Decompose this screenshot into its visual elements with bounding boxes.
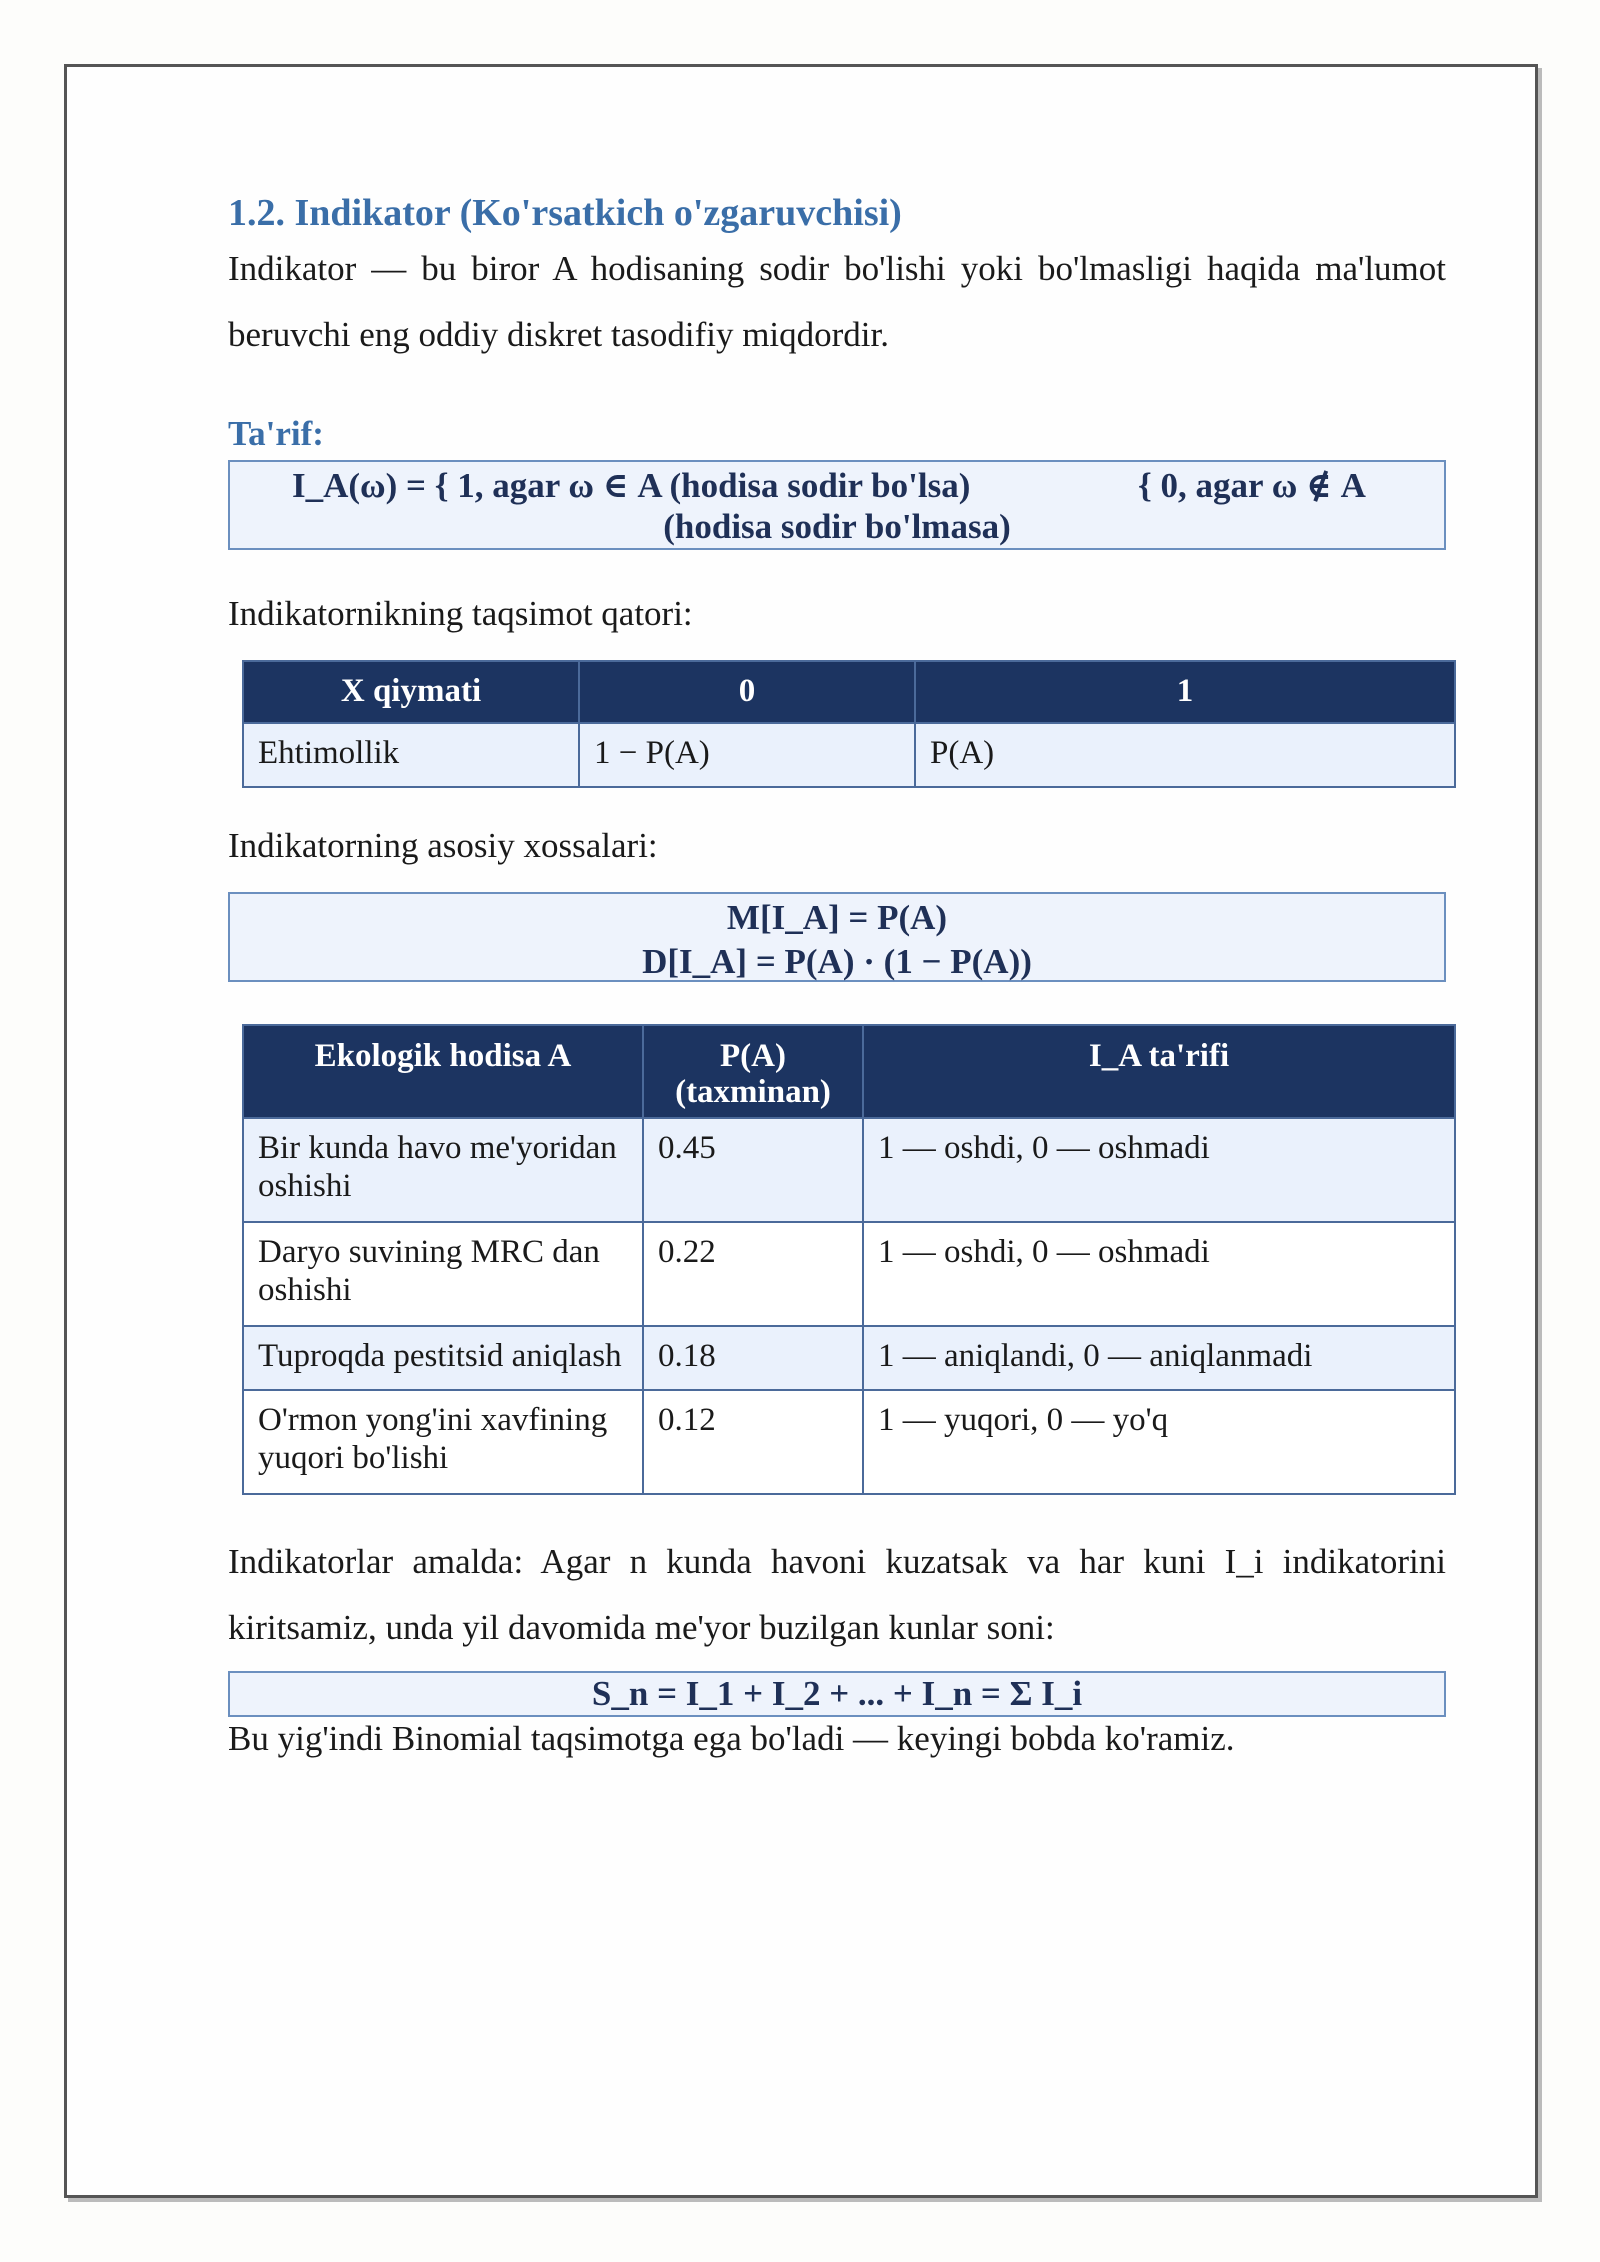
expectation-formula: M[I_A] = P(A): [726, 898, 948, 937]
conclusion-paragraph: Bu yig'indi Binomial taqsimotga ega bo'ladi — keyingi bobda ko'ramiz.: [228, 1719, 1235, 1758]
properties-caption: Indikatorning asosiy xossalari:: [228, 826, 658, 865]
table-cell: 1 — oshdi, 0 — oshmadi: [863, 1222, 1455, 1326]
table-cell: Daryo suvining MRC dan oshishi: [243, 1222, 643, 1326]
table-cell: 0.18: [643, 1326, 863, 1390]
definition-label: Ta'rif:: [228, 414, 324, 453]
table-header: 0: [579, 661, 915, 723]
table-cell: 0.22: [643, 1222, 863, 1326]
table-cell: Ehtimollik: [243, 723, 579, 787]
table-cell: 1 − P(A): [579, 723, 915, 787]
table-header: X qiymati: [243, 661, 579, 723]
table-cell: 0.45: [643, 1118, 863, 1222]
ecological-events-table: [242, 1024, 1456, 1495]
table-row: [243, 1326, 1455, 1390]
variance-formula: D[I_A] = P(A) · (1 − P(A)): [642, 942, 1032, 981]
eco-header-row: [243, 1025, 1455, 1118]
table-header: 1: [915, 661, 1455, 723]
definition-case-1: I_A(ω) = { 1, agar ω ∈ A (hodisa sodir bo'lsa): [292, 466, 971, 505]
distribution-caption: Indikatornikning taqsimot qatori:: [228, 594, 693, 633]
table-header-line: P(A): [720, 1038, 786, 1074]
table-cell: Bir kunda havo me'yoridan oshishi: [243, 1118, 643, 1222]
section-title: 1.2. Indikator (Ko'rsatkich o'zgaruvchisi): [228, 192, 902, 234]
definition-case-0: { 0, agar ω ∉ A: [1138, 466, 1366, 505]
sum-formula-box: [228, 1671, 1446, 1717]
distribution-header-row: [243, 661, 1455, 723]
table-row: [243, 1390, 1455, 1494]
table-cell: 1 — oshdi, 0 — oshmadi: [863, 1118, 1455, 1222]
intro-paragraph: Indikator — bu biror A hodisaning sodir bo'lishi yoki bo'lmasligi haqida ma'lumot beruvchi eng oddiy diskret tasodifiy miqdordir.: [228, 249, 1446, 354]
table-cell: Tuproqda pestitsid aniqlash: [243, 1326, 643, 1390]
table-cell: O'rmon yong'ini xavfining yuqori bo'lishi: [243, 1390, 643, 1494]
sum-formula: S_n = I_1 + I_2 + ... + I_n = Σ I_i: [591, 1674, 1083, 1713]
table-header: Ekologik hodisa A: [243, 1025, 643, 1118]
table-header-line: (taxminan): [675, 1074, 831, 1110]
table-row: [243, 723, 1455, 787]
distribution-table: [242, 660, 1456, 788]
page-content: [228, 190, 1446, 1761]
table-header: [643, 1025, 863, 1118]
definition-formula-box: [228, 460, 1446, 550]
table-header: I_A ta'rifi: [863, 1025, 1455, 1118]
table-cell: 0.12: [643, 1390, 863, 1494]
table-row: [243, 1222, 1455, 1326]
table-cell: 1 — yuqori, 0 — yo'q: [863, 1390, 1455, 1494]
definition-case-0-note: (hodisa sodir bo'lmasa): [663, 507, 1011, 546]
table-cell: 1 — aniqlandi, 0 — aniqlanmadi: [863, 1326, 1455, 1390]
practice-paragraph: Indikatorlar amalda: Agar n kunda havoni kuzatsak va har kuni I_i indikatorini kiritsamiz, unda yil davomida me'yor buzilgan kunlar soni:: [228, 1542, 1446, 1647]
table-cell: P(A): [915, 723, 1455, 787]
table-row: [243, 1118, 1455, 1222]
properties-formula-box: [228, 892, 1446, 982]
